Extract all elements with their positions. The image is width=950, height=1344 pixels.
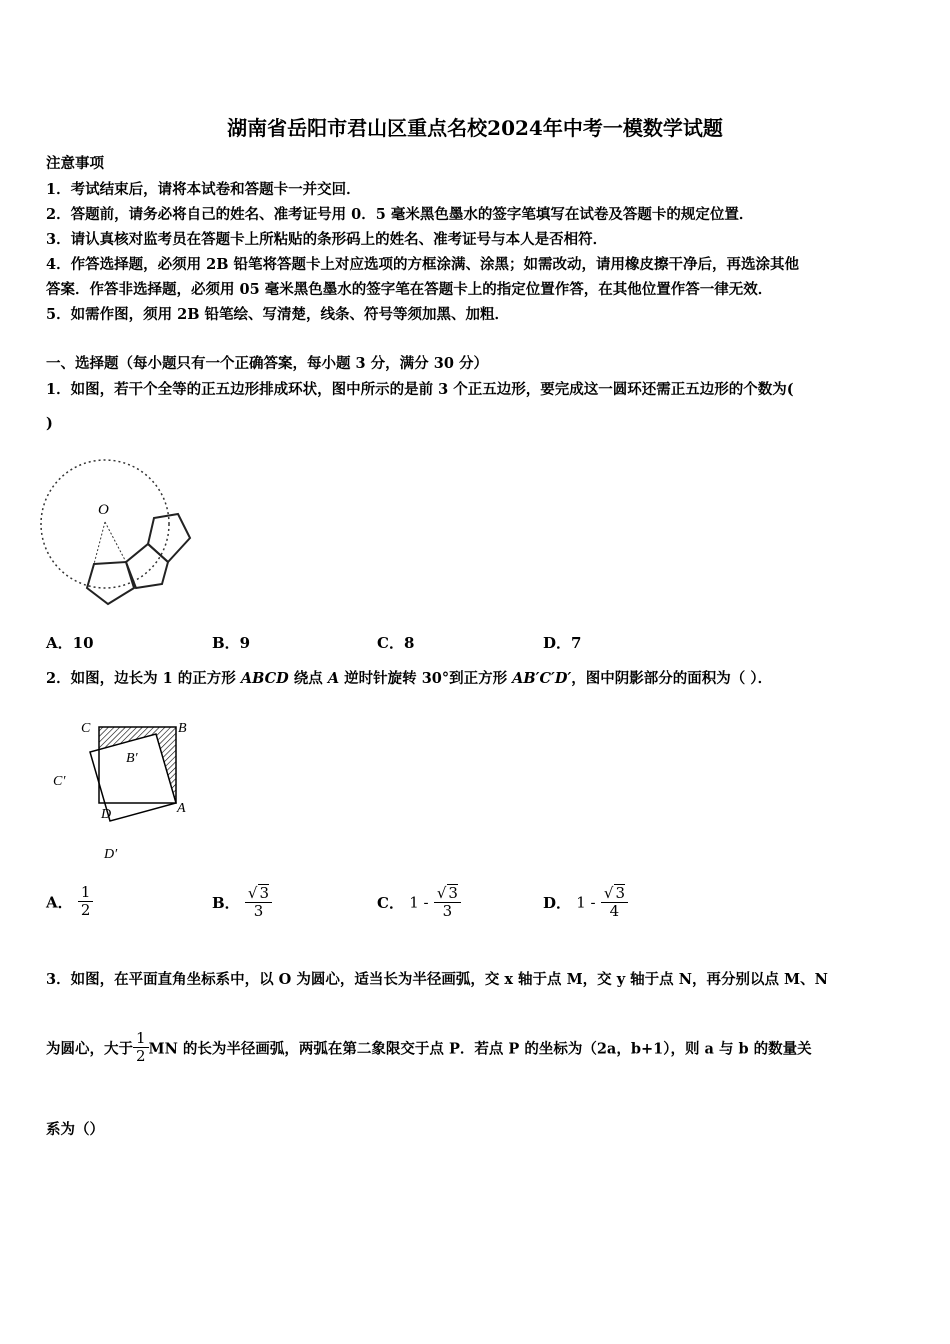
notice-item: 2．答题前，请务必将自己的姓名、准考证号用 0．5 毫米黑色墨水的签字笔填写在试卷及答题卡的规定位置．	[46, 206, 754, 223]
notice-item: 5．如需作图，须用 2B 铅笔绘、写清楚，线条、符号等须加黑、加粗．	[46, 306, 510, 323]
option-b[interactable]: B． $\frac{√ 3}{3}$	[212, 884, 272, 921]
dotted-circle	[41, 460, 169, 588]
label-d: D	[101, 807, 112, 822]
label-b-prime: B′	[126, 751, 138, 766]
fraction-half: $\frac{1}{2}$	[133, 1030, 149, 1066]
rotated-square-figure	[44, 712, 204, 872]
label-b: B	[178, 721, 187, 736]
page-title: 湖南省岳阳市君山区重点名校2024年中考一模数学试题	[227, 116, 723, 140]
radius-line	[94, 522, 105, 564]
notice-item: 4．作答选择题，必须用 2B 铅笔将答题卡上对应选项的方框涂满、涂黑；如需改动，请用橡皮擦干净后，再选涂其他	[46, 256, 800, 273]
question-1-paren: )	[46, 415, 53, 432]
option-a[interactable]: A． $\frac{1}{2}$	[46, 884, 93, 920]
radius-line	[105, 522, 126, 562]
label-c: C	[81, 721, 91, 736]
label-d-prime: D′	[104, 847, 118, 862]
option-c[interactable]: C．8	[377, 634, 415, 652]
label-c-prime: C′	[53, 774, 66, 789]
option-d[interactable]: D．7	[543, 634, 582, 652]
option-c[interactable]: C． 1 - $\frac{√ 3}{3}$	[377, 884, 461, 921]
pentagon	[87, 562, 134, 604]
point-label-o: O	[98, 502, 109, 518]
notice-heading: 注意事项	[46, 155, 104, 172]
option-b[interactable]: B．9	[212, 634, 251, 652]
notice-item: 答案．作答非选择题，必须用 05 毫米黑色墨水的签字笔在答题卡上的指定位置作答，在其他位置作答一律无效．	[46, 281, 773, 298]
pentagon-ring-figure	[40, 452, 200, 612]
notice-item: 1．考试结束后，请将本试卷和答题卡一并交回．	[46, 181, 361, 198]
label-a: A	[177, 801, 186, 816]
pentagon	[148, 514, 190, 562]
question-3-line2: 为圆心，大于 $\frac{1}{2}$ MN 的长为半径画弧，两弧在第二象限交于点 P．若点 P 的坐标为（2a，b+1），则 a 与 b 的数量关	[46, 1029, 812, 1066]
question-2-text: 2．如图，边长为 1 的正方形 ABCD 绕点 A 逆时针旋转 30°到正方形 AB′C′D′，图中阴影部分的面积为（ ）．	[46, 670, 773, 687]
section-heading: 一、选择题（每小题只有一个正确答案，每小题 3 分，满分 30 分）	[46, 355, 488, 372]
option-d[interactable]: D． 1 - $\frac{√ 3}{4}$	[543, 884, 628, 921]
question-1-text: 1．如图，若干个全等的正五边形排成环状，图中所示的是前 3 个正五边形，要完成这一圆环还需正五边形的个数为(	[46, 381, 794, 398]
question-3-text: 3．如图，在平面直角坐标系中，以 O 为圆心，适当长为半径画弧，交 x 轴于点 M，交 y 轴于点 N，再分别以点 M、N	[46, 971, 828, 988]
option-a[interactable]: A．10	[46, 634, 94, 652]
notice-item: 3．请认真核对监考员在答题卡上所粘贴的条形码上的姓名、准考证号与本人是否相符．	[46, 231, 608, 248]
question-3-line3: 系为（）	[46, 1121, 104, 1138]
